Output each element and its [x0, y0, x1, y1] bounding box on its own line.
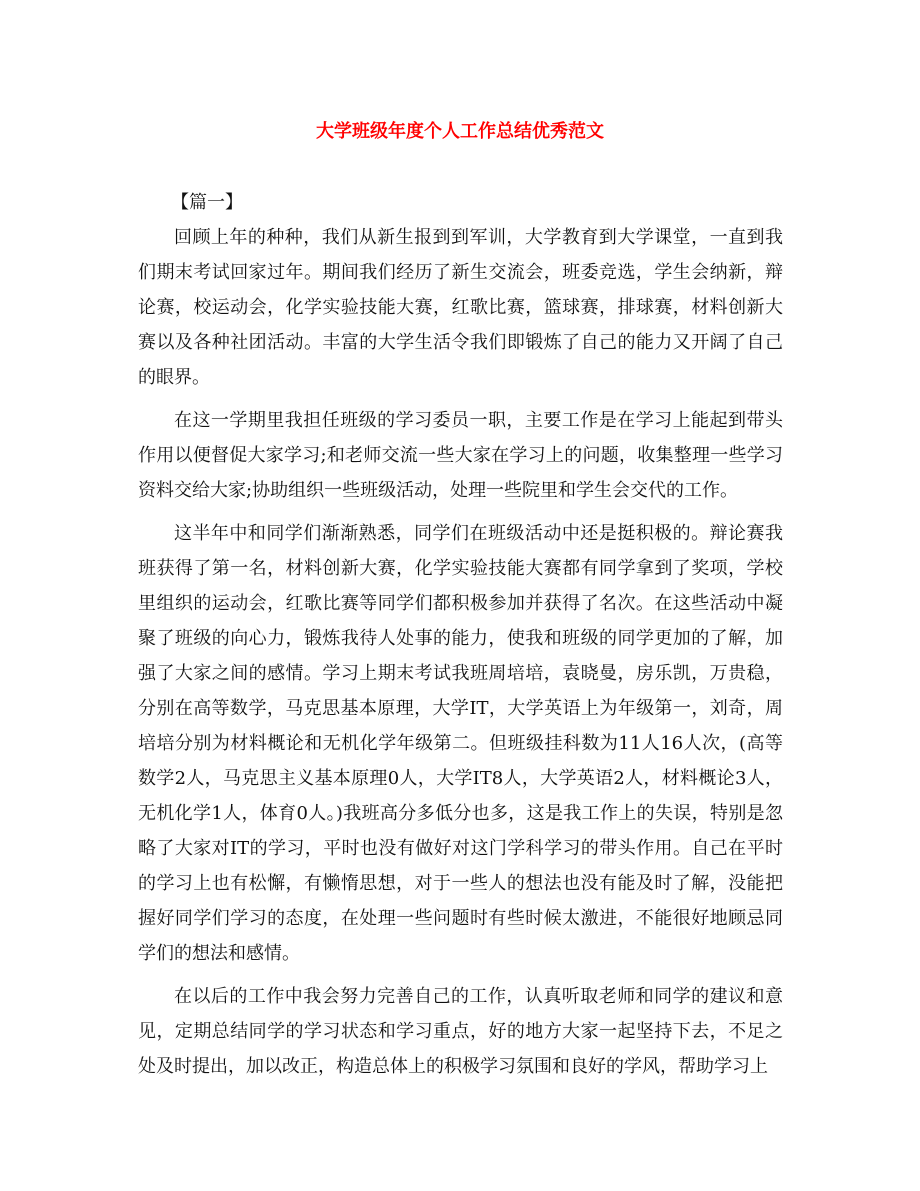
- paragraph-2: 在这一学期里我担任班级的学习委员一职，主要工作是在学习上能起到带头作用以便督促大家学习;和老师交流一些大家在学习上的问题，收集整理一些学习资料交给大家;协助组织一些班级活动，处理一些院里和学生会交代的工作。: [138, 410, 783, 501]
- document-title: 大学班级年度个人工作总结优秀范文: [316, 121, 604, 142]
- paragraph-4: 在以后的工作中我会努力完善自己的工作，认真听取老师和同学的建议和意见，定期总结同学的学习状态和学习重点，好的地方大家一起坚持下去，不足之处及时提出，加以改正，构造总体上的积极学习氛围和良好的学风，帮助学习上: [138, 986, 783, 1077]
- section-label: 【篇一】: [171, 192, 243, 213]
- paragraph-1: 回顾上年的种种，我们从新生报到到军训，大学教育到大学课堂，一直到我们期末考试回家过年。期间我们经历了新生交流会，班委竞选，学生会纳新，辩论赛，校运动会，化学实验技能大赛，红歌比赛，篮球赛，排球赛，材料创新大赛以及各种社团活动。丰富的大学生活令我们即锻炼了自己的能力又开阔了自己的眼界。: [138, 227, 783, 388]
- paragraph-3: 这半年中和同学们渐渐熟悉，同学们在班级活动中还是挺积极的。辩论赛我班获得了第一名，材料创新大赛，化学实验技能大赛都有同学拿到了奖项，学校里组织的运动会，红歌比赛等同学们都积极参加并获得了名次。在这些活动中凝聚了班级的向心力，锻炼我待人处事的能力，使我和班级的同学更加的了解，加强了大家之间的感情。学习上期末考试我班周培培，袁晓曼，房乐凯，万贵稳，分别在高等数学，马克思基本原理，大学IT，大学英语上为年级第一，刘奇，周培培分别为材料概论和无机化学年级第二。但班级挂科数为11人16人次，(高等数学2人，马克思主义基本原理0人，大学IT8人，大学英语2人，材料概论3人，无机化学1人，体育0人。)我班高分多低分也多，这是我工作上的失误，特别是忽略了大家对IT的学习，平时也没有做好对这门学科学习的带头作用。自己在平时的学习上也有松懈，有懒惰思想，对于一些人的想法也没有能及时了解，没能把握好同学们学习的态度，在处理一些问题时有些时候太激进，不能很好地顾忌同学们的想法和感情。: [138, 523, 783, 964]
- document-body: [138, 185, 783, 1092]
